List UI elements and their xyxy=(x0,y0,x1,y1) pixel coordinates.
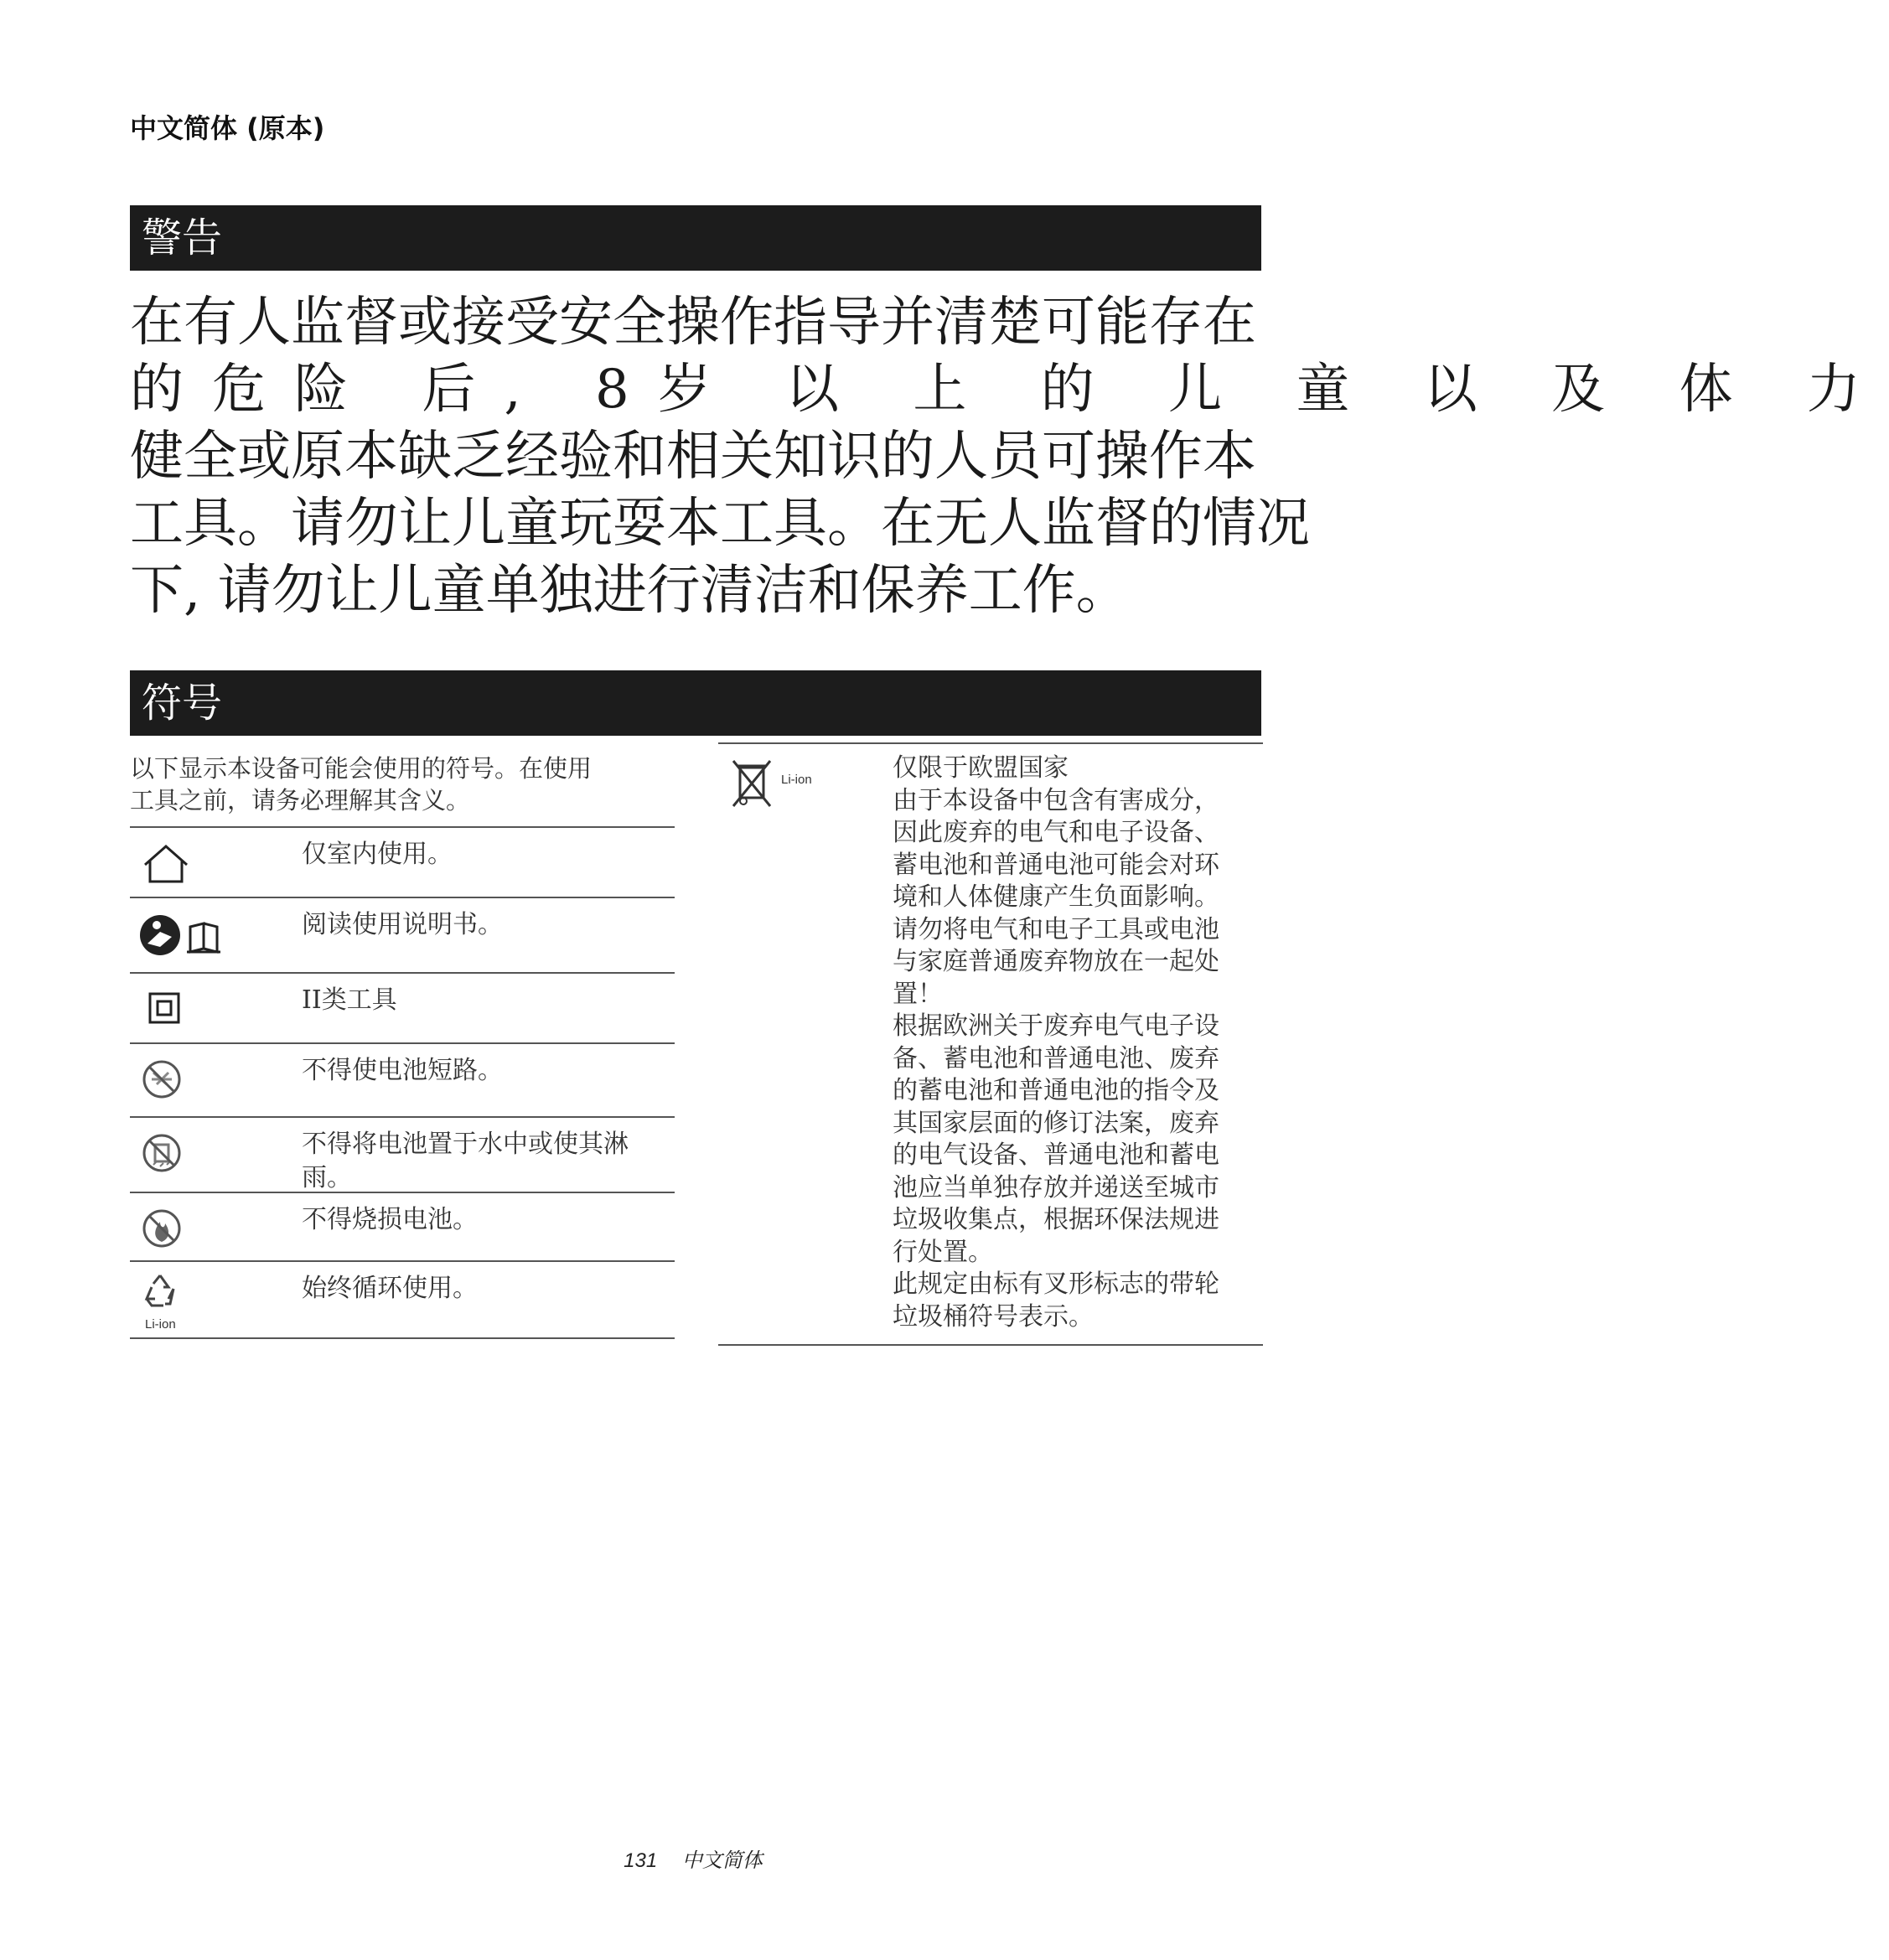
symbols-intro xyxy=(130,752,675,816)
weee-badge: Li-ion xyxy=(781,773,812,787)
warning-line: 在有人监督或接受安全操作指导并清楚可能存在 xyxy=(130,292,1256,354)
symbol-text: 不得烧损电池。 xyxy=(302,1205,478,1234)
symbol-row xyxy=(130,1193,675,1262)
warning-line: 健全或原本缺乏经验和相关知识的人员可操作本 xyxy=(130,426,1256,488)
page-heading: 中文简体 (原本) xyxy=(130,112,325,144)
warning-line: 的危险 后, 8岁 以 上 的 儿 童 以 及 体 力 xyxy=(130,359,1889,421)
symbol-row xyxy=(130,974,675,1044)
symbol-text: 仅室内使用。 xyxy=(302,840,453,869)
footer-language: 中文简体 xyxy=(681,1849,763,1872)
symbol-row xyxy=(130,1262,675,1339)
weee-line: 其国家层面的修订法案，废弃 xyxy=(893,1108,1219,1138)
symbols-table xyxy=(130,826,675,1339)
weee-line: 垃圾收集点，根据环保法规进 xyxy=(893,1205,1219,1234)
symbol-row xyxy=(130,1118,675,1193)
weee-line: 蓄电池和普通电池可能会对环 xyxy=(893,850,1219,880)
no-short-circuit-icon xyxy=(135,1056,252,1103)
weee-table xyxy=(718,742,1263,1346)
symbol-text: 不得使电池短路。 xyxy=(302,1056,503,1085)
warning-line: 下, 请勿让儿童单独进行清洁和保养工作。 xyxy=(130,560,1130,622)
warning-line: 工具。请勿让儿童玩耍本工具。在无人监督的情况 xyxy=(130,493,1310,555)
warning-text xyxy=(130,289,1889,624)
weee-text xyxy=(893,752,1261,1333)
weee-line: 境和人体健康产生负面影响。 xyxy=(893,882,1219,912)
weee-line: 根据欧洲关于废弃电气电子设 xyxy=(893,1011,1219,1041)
page-footer xyxy=(0,1844,1386,1873)
intro-line: 以下显示本设备可能会使用的符号。在使用 xyxy=(130,754,593,783)
recycle-badge: Li-ion xyxy=(145,1317,176,1332)
weee-line: 置！ xyxy=(893,979,943,1009)
symbol-text: II类工具 xyxy=(302,985,397,1015)
weee-line: 行处置。 xyxy=(893,1237,993,1267)
read-manual-icon xyxy=(135,910,252,957)
weee-line: 池应当单独存放并递送至城市 xyxy=(893,1172,1219,1202)
crossed-bin-icon xyxy=(727,754,777,813)
weee-line: 仅限于欧盟国家 xyxy=(893,753,1069,783)
page-number: 131 xyxy=(624,1849,658,1872)
weee-line: 与家庭普通废弃物放在一起处 xyxy=(893,947,1219,976)
weee-line: 请勿将电气和电子工具或电池 xyxy=(893,914,1219,944)
symbol-row xyxy=(130,828,675,898)
warning-section-title: 警告 xyxy=(130,205,1261,271)
symbol-text: 始终循环使用。 xyxy=(302,1274,478,1303)
symbol-row xyxy=(130,898,675,974)
no-water-icon xyxy=(135,1130,252,1177)
no-fire-icon xyxy=(135,1205,252,1252)
weee-line: 因此废弃的电气和电子设备、 xyxy=(893,818,1219,847)
class-ii-icon xyxy=(135,985,252,1032)
weee-line: 的蓄电池和普通电池的指令及 xyxy=(893,1076,1219,1105)
weee-line: 备、蓄电池和普通电池、废弃 xyxy=(893,1043,1219,1073)
house-icon xyxy=(135,840,252,887)
recycle-icon xyxy=(135,1270,252,1317)
symbol-row xyxy=(130,1044,675,1118)
intro-line: 工具之前，请务必理解其含义。 xyxy=(130,786,471,815)
symbol-text: 不得将电池置于水中或使其淋雨。 xyxy=(302,1130,629,1192)
weee-line: 此规定由标有叉形标志的带轮 xyxy=(893,1270,1219,1299)
symbols-section-title: 符号 xyxy=(130,670,1261,736)
weee-line: 垃圾桶符号表示。 xyxy=(893,1301,1094,1332)
symbol-text: 阅读使用说明书。 xyxy=(302,910,503,939)
weee-line: 的电气设备、普通电池和蓄电 xyxy=(893,1140,1219,1170)
weee-line: 由于本设备中包含有害成分， xyxy=(893,785,1219,815)
